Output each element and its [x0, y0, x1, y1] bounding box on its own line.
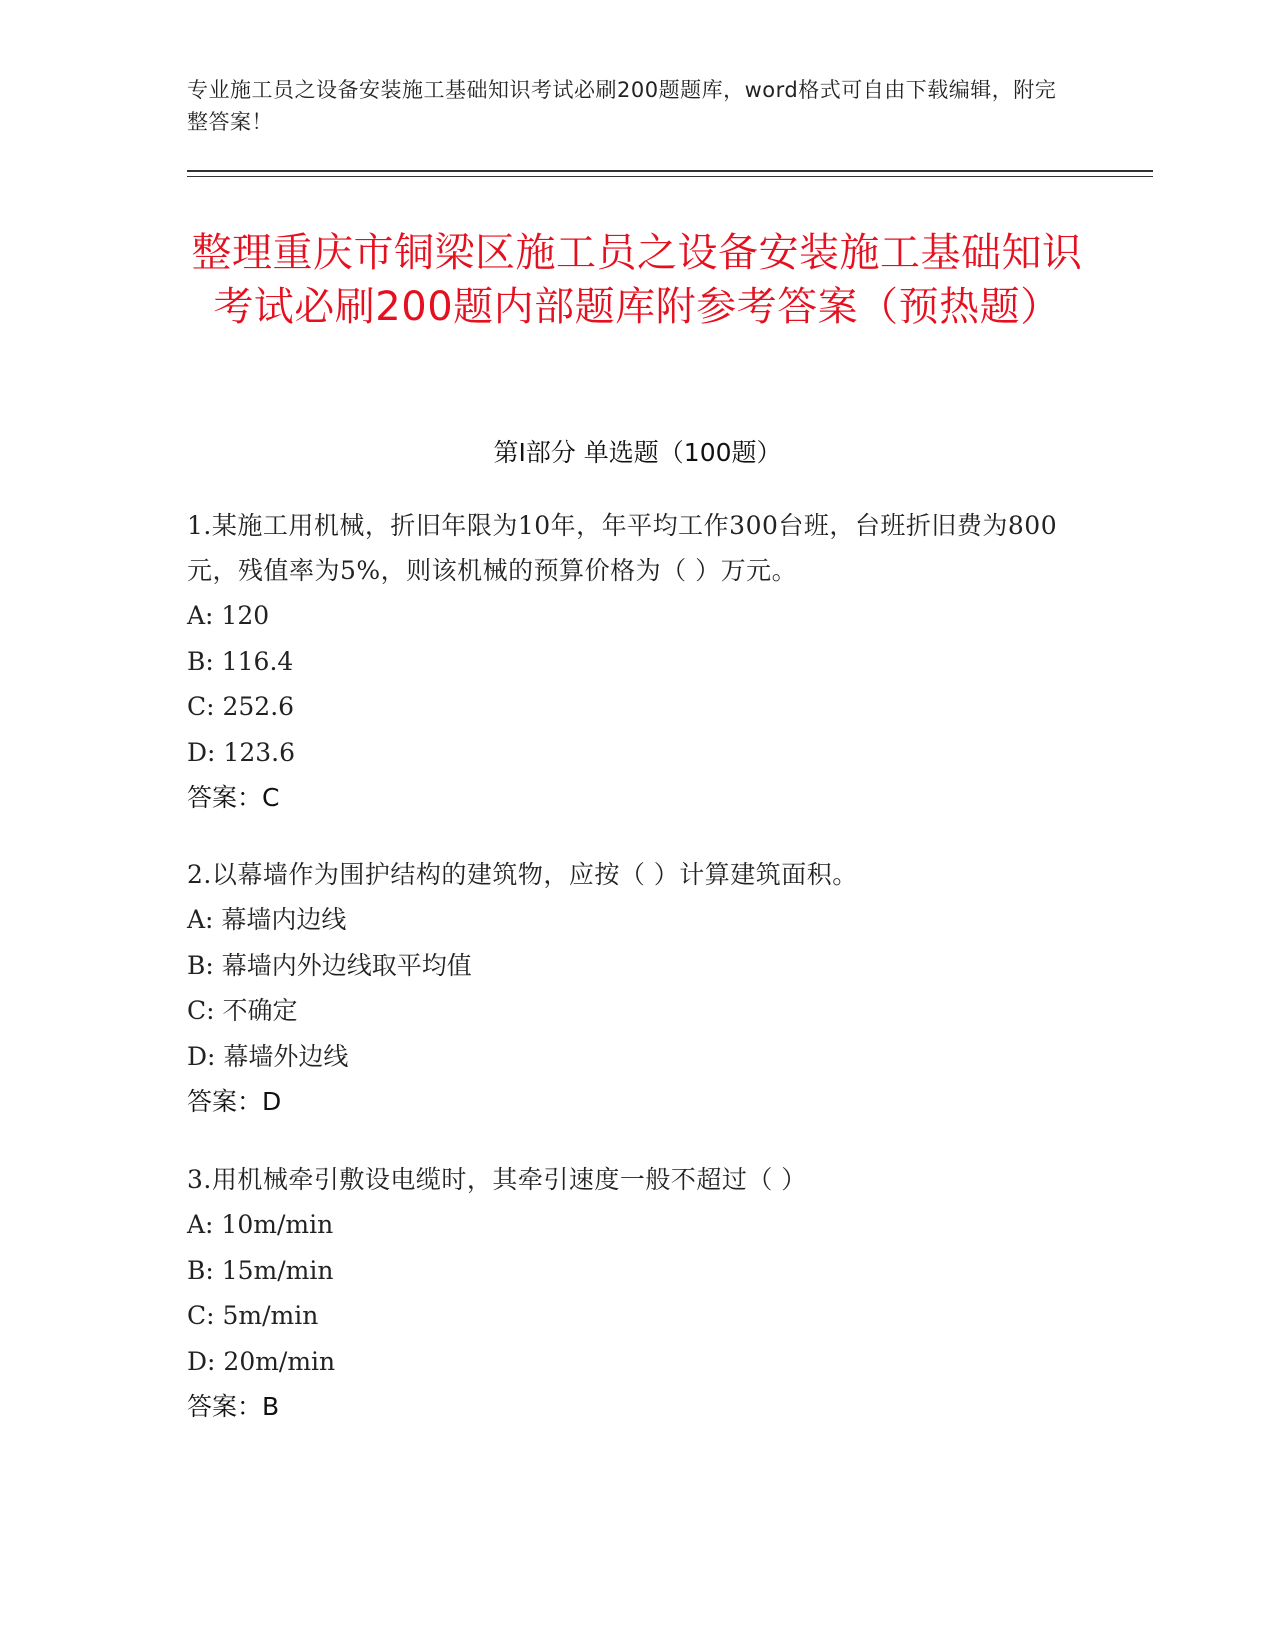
header-rule-thick — [187, 170, 1153, 172]
header-note: 专业施工员之设备安装施工基础知识考试必刷200题题库，word格式可自由下载编辑，附完整答案！ — [187, 78, 1057, 134]
option-b: B: 幕墙内外边线取平均值 — [187, 950, 472, 980]
header-rule-thin — [187, 176, 1153, 177]
option-c: C: 5m/min — [187, 1301, 319, 1330]
option-c: C: 不确定 — [187, 996, 298, 1025]
option-a: A: 10m/min — [187, 1210, 334, 1239]
option-d: D: 123.6 — [187, 737, 295, 767]
option-d: D: 幕墙外边线 — [187, 1041, 349, 1071]
option-a: A: 幕墙内边线 — [187, 905, 347, 934]
option-c: C: 252.6 — [187, 692, 295, 721]
question-text: 1.某施工用机械，折旧年限为10年，年平均工作300台班，台班折旧费为800元，残值率为5%，则该机械的预算价格为（ ）万元。 — [187, 511, 1058, 585]
answer: 答案：B — [187, 1392, 280, 1421]
question-2 — [187, 852, 1087, 1125]
option-a: A: 120 — [187, 601, 270, 630]
answer: 答案：C — [187, 783, 280, 812]
question-text: 2.以幕墙作为围护结构的建筑物，应按（ ）计算建筑面积。 — [187, 860, 858, 889]
option-b: B: 15m/min — [187, 1255, 334, 1285]
answer: 答案：D — [187, 1087, 282, 1116]
section-heading: 第I部分 单选题（100题） — [493, 438, 782, 467]
option-b: B: 116.4 — [187, 646, 294, 676]
document-title: 整理重庆市铜梁区施工员之设备安装施工基础知识考试必刷200题内部题库附参考答案（预热题） — [191, 230, 1083, 330]
question-3 — [187, 1157, 1087, 1430]
question-text: 3.用机械牵引敷设电缆时，其牵引速度一般不超过（ ） — [187, 1165, 807, 1194]
question-1 — [187, 503, 1087, 821]
option-d: D: 20m/min — [187, 1346, 336, 1376]
